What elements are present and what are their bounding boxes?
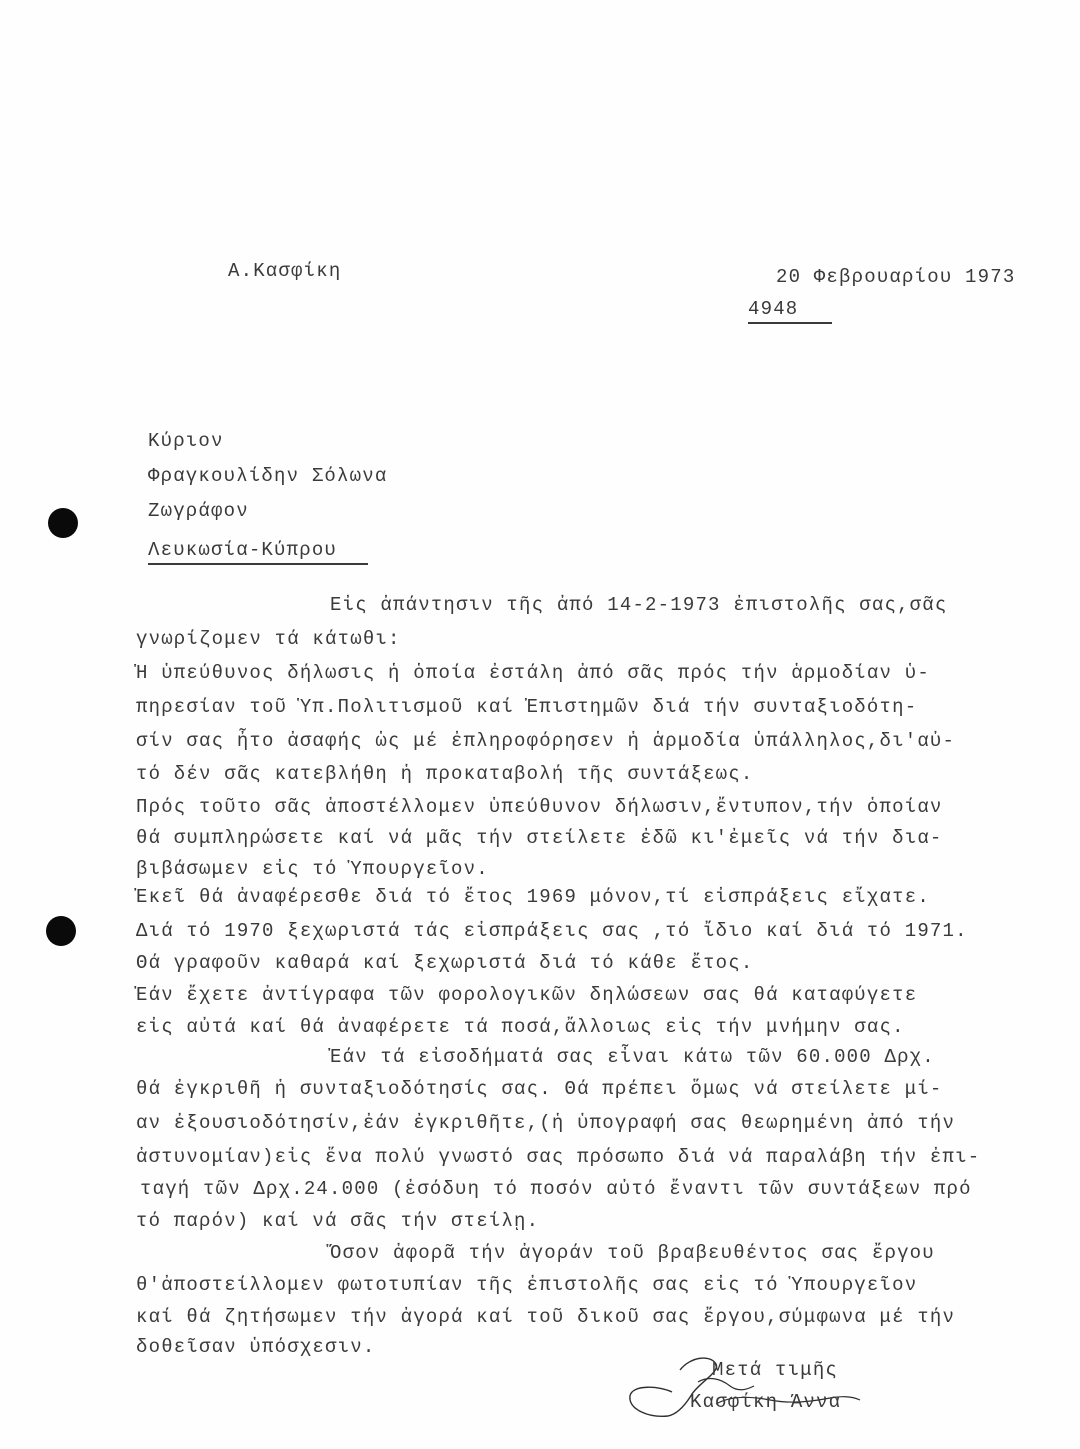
closing-phrase: Μετά τιμῆς	[712, 1359, 839, 1381]
addressee-profession: Ζωγράφον	[148, 500, 249, 522]
reference-underline	[748, 322, 832, 324]
body-line: Διά τό 1970 ξεχωριστά τάς εἰσπράξεις σας ,τό ἴδιο καί διά τό 1971.	[136, 920, 968, 942]
body-line: δοθεῖσαν ὑπόσχεσιν.	[136, 1336, 376, 1358]
body-line: βιβάσωμεν εἰς τό Ὑπουργεῖον.	[136, 858, 489, 880]
sender-name: Α.Κασφίκη	[228, 260, 342, 282]
addressee-location: Λευκωσία-Κύπρου	[148, 539, 338, 561]
reference-number: 4948	[748, 298, 799, 320]
body-line: Ἡ ὑπεύθυνος δήλωσις ἡ ὁποία ἐστάλη ἀπό σᾶς πρός τήν ἁρμοδίαν ὑ-	[136, 662, 930, 684]
location-underline	[148, 563, 368, 565]
body-line: εἰς αὐτά καί θά ἀναφέρετε τά ποσά,ἄλλοιως εἰς τήν μνήμην σας.	[136, 1016, 905, 1038]
body-line: καί θά ζητήσωμεν τήν ἀγορά καί τοῦ δικοῦ σας ἔργου,σύμφωνα μέ τήν	[136, 1306, 956, 1328]
signed-name: Κασφίκη Άννα	[690, 1391, 842, 1413]
body-line: Πρός τοῦτο σᾶς ἀποστέλλομεν ὑπεύθυνον δήλωσιν,ἔντυπον,τήν ὁποίαν	[136, 796, 943, 818]
punch-hole-top	[48, 508, 78, 538]
body-line: πηρεσίαν τοῦ Ὑπ.Πολιτισμοῦ καί Ἐπιστημῶν διά τήν συνταξιοδότη-	[136, 696, 918, 718]
body-line: γνωρίζομεν τά κάτωθι:	[136, 628, 401, 650]
body-line: Θά γραφοῦν καθαρά καί ξεχωριστά διά τό κάθε ἔτος.	[136, 952, 754, 974]
body-line: θ'ἀποστείλλομεν φωτοτυπίαν τῆς ἐπιστολῆς σας εἰς τό Ὑπουργεῖον	[136, 1274, 918, 1296]
addressee-salutation: Κύριον	[148, 430, 224, 452]
body-line: αν ἐξουσιοδότησίν,ἐάν ἐγκριθῆτε,(ἡ ὑπογραφή σας θεωρημένη ἀπό τήν	[136, 1112, 956, 1134]
body-line: τό παρόν) καί νά σᾶς τήν στείλῃ.	[136, 1210, 540, 1232]
body-line: θά συμπληρώσετε καί νά μᾶς τήν στείλετε ἐδῶ κι'ἐμεῖς νά τήν δια-	[136, 827, 943, 849]
punch-hole-bottom	[46, 916, 76, 946]
body-line: σίν σας ἦτο ἀσαφής ὡς μέ ἐπληροφόρησεν ἡ ἁρμοδία ὑπάλληλος,δι'αὐ-	[136, 730, 956, 752]
letter-date: 20 Φεβρουαρίου 1973	[776, 266, 1016, 288]
body-line: θά ἐγκριθῆ ἡ συνταξιοδότησίς σας. Θά πρέπει ὅμως νά στείλετε μί-	[136, 1078, 943, 1100]
body-line: Ὅσον ἀφορᾶ τήν ἀγοράν τοῦ βραβευθέντος σας ἔργου	[330, 1242, 935, 1264]
body-line: Ἐκεῖ θά ἀναφέρεσθε διά τό ἔτος 1969 μόνον,τί εἰσπράξεις εἴχατε.	[136, 886, 930, 908]
body-line: Ἐάν ἔχετε ἀντίγραφα τῶν φορολογικῶν δηλώσεων σας θά καταφύγετε	[136, 984, 918, 1006]
body-line: Εἰς ἀπάντησιν τῆς ἀπό 14-2-1973 ἐπιστολῆς σας,σᾶς	[330, 594, 948, 616]
body-line: Ἐάν τά εἰσοδήματά σας εἶναι κάτω τῶν 60.000 Δρχ.	[330, 1046, 935, 1068]
body-line: ταγή τῶν Δρχ.24.000 (ἐσόδυη τό ποσόν αὐτό ἔναντι τῶν συντάξεων πρό	[140, 1178, 972, 1200]
body-line: ἀστυνομίαν)εἰς ἕνα πολύ γνωστό σας πρόσωπο διά νά παραλάβη τήν ἐπι-	[136, 1146, 981, 1168]
addressee-name: Φραγκουλίδην Σόλωνα	[148, 465, 388, 487]
body-line: τό δέν σᾶς κατεβλήθη ἡ προκαταβολή τῆς συντάξεως.	[136, 763, 754, 785]
